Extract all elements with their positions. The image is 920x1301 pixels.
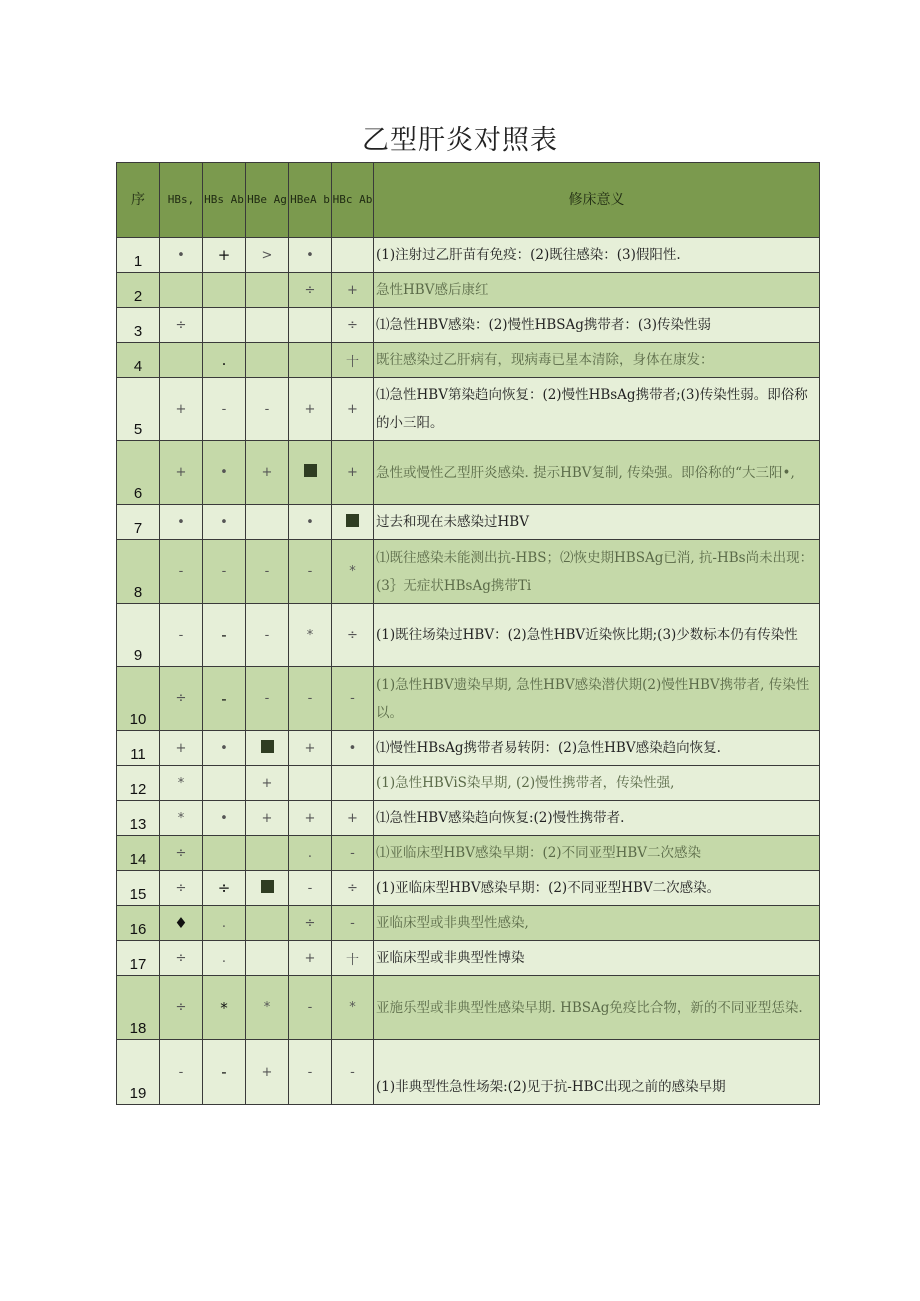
marker-cell: - xyxy=(246,667,289,731)
row-number: 2 xyxy=(117,273,160,308)
table-row xyxy=(117,1040,820,1105)
marker-cell: - xyxy=(160,540,203,604)
marker-cell xyxy=(332,766,374,801)
marker-cell: * xyxy=(203,976,246,1040)
marker-cell: - xyxy=(332,836,374,871)
marker-cell: . xyxy=(203,343,246,378)
row-number: 13 xyxy=(117,801,160,836)
clinical-meaning-cell: ⑴亚临床型HBV感染早期：(2)不同亚型HBV二次感染 xyxy=(374,836,820,871)
marker-cell: • xyxy=(289,238,332,273)
marker-cell: + xyxy=(246,801,289,836)
header-index: 序 xyxy=(117,163,160,238)
table-row xyxy=(117,667,820,731)
table-row xyxy=(117,441,820,505)
table-row xyxy=(117,976,820,1040)
marker-cell: * xyxy=(332,540,374,604)
clinical-meaning-cell: (1)注射过乙肝苗有免疫：(2)既往感染：(3)假阳性. xyxy=(374,238,820,273)
marker-cell xyxy=(203,766,246,801)
marker-cell: + xyxy=(246,766,289,801)
marker-cell: ÷ xyxy=(160,976,203,1040)
marker-cell: - xyxy=(203,540,246,604)
row-number: 3 xyxy=(117,308,160,343)
marker-cell: + xyxy=(203,238,246,273)
marker-cell: * xyxy=(332,976,374,1040)
marker-cell xyxy=(246,731,289,766)
marker-cell: ÷ xyxy=(160,667,203,731)
header-hbcab: HBc Ab xyxy=(332,163,374,238)
marker-cell: + xyxy=(332,273,374,308)
clinical-meaning-cell: 亚施乐型或非典型性感染早期. HBSAg免疫比合物，新的不同亚型恁染. xyxy=(374,976,820,1040)
table-row xyxy=(117,766,820,801)
marker-cell xyxy=(289,441,332,505)
header-hbsab: HBs Ab xyxy=(203,163,246,238)
marker-cell: • xyxy=(160,505,203,540)
marker-cell: ÷ xyxy=(203,871,246,906)
page-title: 乙型肝炎对照表 xyxy=(362,125,558,156)
marker-cell: . xyxy=(203,906,246,941)
marker-cell xyxy=(160,343,203,378)
marker-cell: - xyxy=(203,667,246,731)
clinical-meaning-cell: ⑴急性HBV感染：(2)慢性HBSAg携带者：(3)传染性弱 xyxy=(374,308,820,343)
row-number: 8 xyxy=(117,540,160,604)
header-row xyxy=(117,163,820,238)
clinical-meaning-cell: (1)急性HBViS染早期, (2)慢性携带者，传染性强, xyxy=(374,766,820,801)
row-number: 1 xyxy=(117,238,160,273)
clinical-meaning-cell: (1)亚临床型HBV感染早期：(2)不同亚型HBV二次感染。 xyxy=(374,871,820,906)
marker-cell: - xyxy=(332,1040,374,1105)
marker-cell: + xyxy=(289,731,332,766)
table-row xyxy=(117,941,820,976)
marker-cell: ÷ xyxy=(160,871,203,906)
marker-cell xyxy=(289,308,332,343)
marker-cell: ÷ xyxy=(160,308,203,343)
row-number: 5 xyxy=(117,378,160,441)
marker-cell: * xyxy=(160,801,203,836)
filled-square-icon xyxy=(261,740,274,753)
marker-cell: 十 xyxy=(332,941,374,976)
marker-cell xyxy=(246,308,289,343)
table-row xyxy=(117,871,820,906)
marker-cell: - xyxy=(246,604,289,667)
marker-cell: ÷ xyxy=(160,836,203,871)
row-number: 10 xyxy=(117,667,160,731)
row-number: 19 xyxy=(117,1040,160,1105)
clinical-meaning-cell: (1)既往场染过HBV：(2)急性HBV近染恢比期;(3)少数标本仍有传染性 xyxy=(374,604,820,667)
marker-cell: - xyxy=(289,976,332,1040)
marker-cell: - xyxy=(203,378,246,441)
marker-cell: - xyxy=(246,378,289,441)
marker-cell: ÷ xyxy=(289,273,332,308)
marker-cell: + xyxy=(332,801,374,836)
marker-cell: * xyxy=(160,766,203,801)
marker-cell: • xyxy=(332,731,374,766)
marker-cell: + xyxy=(289,801,332,836)
row-number: 14 xyxy=(117,836,160,871)
marker-cell: . xyxy=(289,836,332,871)
marker-cell: + xyxy=(289,941,332,976)
clinical-meaning-cell: 既往感染过乙肝病有，现病毒已星本清除，身体在康发： xyxy=(374,343,820,378)
row-number: 12 xyxy=(117,766,160,801)
marker-cell: ÷ xyxy=(332,308,374,343)
marker-cell: 十 xyxy=(332,343,374,378)
marker-cell xyxy=(246,505,289,540)
marker-cell: . xyxy=(203,941,246,976)
marker-cell: - xyxy=(332,906,374,941)
marker-cell xyxy=(289,766,332,801)
row-number: 9 xyxy=(117,604,160,667)
row-number: 18 xyxy=(117,976,160,1040)
marker-cell: - xyxy=(289,540,332,604)
marker-cell xyxy=(332,505,374,540)
marker-cell: • xyxy=(203,801,246,836)
marker-cell xyxy=(246,906,289,941)
row-number: 16 xyxy=(117,906,160,941)
row-number: 7 xyxy=(117,505,160,540)
marker-cell: + xyxy=(332,441,374,505)
marker-cell: ÷ xyxy=(289,906,332,941)
clinical-meaning-cell: 急性或慢性乙型肝炎感染. 提示HBV复制, 传染强。即俗称的“大三阳•, xyxy=(374,441,820,505)
marker-cell: • xyxy=(203,731,246,766)
marker-cell: ÷ xyxy=(160,941,203,976)
marker-cell: - xyxy=(203,1040,246,1105)
marker-cell: - xyxy=(160,1040,203,1105)
marker-cell: - xyxy=(289,871,332,906)
clinical-meaning-cell: 急性HBV感后康红 xyxy=(374,273,820,308)
row-number: 4 xyxy=(117,343,160,378)
filled-square-icon xyxy=(261,880,274,893)
marker-cell: - xyxy=(289,667,332,731)
marker-cell: + xyxy=(246,441,289,505)
clinical-meaning-cell: ⑴慢性HBsAg携带者易转阴：(2)急性HBV感染趋向恢复. xyxy=(374,731,820,766)
table-row xyxy=(117,273,820,308)
clinical-meaning-cell: ⑴急性HBV第染趋向恢复：(2)慢性HBsAg携带者;(3)传染性弱。即俗称的小三阳。 xyxy=(374,378,820,441)
marker-cell: + xyxy=(246,1040,289,1105)
table-row xyxy=(117,308,820,343)
marker-cell xyxy=(246,836,289,871)
table-row xyxy=(117,836,820,871)
marker-cell: ÷ xyxy=(332,604,374,667)
marker-cell: * xyxy=(289,604,332,667)
row-number: 17 xyxy=(117,941,160,976)
marker-cell: - xyxy=(332,667,374,731)
table-row xyxy=(117,343,820,378)
table-row xyxy=(117,731,820,766)
row-number: 6 xyxy=(117,441,160,505)
marker-cell xyxy=(289,343,332,378)
table-row xyxy=(117,906,820,941)
marker-cell xyxy=(246,343,289,378)
table-row xyxy=(117,378,820,441)
marker-cell xyxy=(332,238,374,273)
header-hbeag: HBe Ag xyxy=(246,163,289,238)
marker-cell: - xyxy=(246,540,289,604)
marker-cell: ♦ xyxy=(160,906,203,941)
clinical-meaning-cell: 过去和现在未感染过HBV xyxy=(374,505,820,540)
marker-cell xyxy=(246,941,289,976)
table-row xyxy=(117,604,820,667)
clinical-meaning-cell: ⑴既往感染未能测出抗-HBS；⑵恢史期HBSAg已消, 抗-HBs尚未出现：(3｝无症状HBsAg携带Ti xyxy=(374,540,820,604)
marker-cell: * xyxy=(246,976,289,1040)
clinical-meaning-cell: (1)非典型性急性场架:(2)见于抗-HBC出现之前的感染早期 xyxy=(374,1040,820,1105)
clinical-meaning-cell: 亚临床型或非典型性感染, xyxy=(374,906,820,941)
filled-square-icon xyxy=(304,464,317,477)
marker-cell xyxy=(160,273,203,308)
filled-square-icon xyxy=(346,514,359,527)
marker-cell: • xyxy=(203,505,246,540)
marker-cell: + xyxy=(160,441,203,505)
marker-cell: > xyxy=(246,238,289,273)
row-number: 11 xyxy=(117,731,160,766)
marker-cell: • xyxy=(160,238,203,273)
hepatitis-b-table xyxy=(116,162,820,1105)
marker-cell xyxy=(203,836,246,871)
table-row xyxy=(117,801,820,836)
marker-cell: + xyxy=(289,378,332,441)
marker-cell: - xyxy=(203,604,246,667)
table-row xyxy=(117,540,820,604)
marker-cell: • xyxy=(289,505,332,540)
table-row xyxy=(117,505,820,540)
marker-cell: - xyxy=(289,1040,332,1105)
marker-cell xyxy=(246,871,289,906)
header-meaning: 修床意义 xyxy=(374,163,820,238)
clinical-meaning-cell: (1)急性HBV遗染早期, 急性HBV感染潜伏期(2)慢性HBV携带者, 传染性以。 xyxy=(374,667,820,731)
table-row xyxy=(117,238,820,273)
marker-cell: + xyxy=(160,731,203,766)
clinical-meaning-cell: 亚临床型或非典型性博染 xyxy=(374,941,820,976)
row-number: 15 xyxy=(117,871,160,906)
marker-cell: - xyxy=(160,604,203,667)
marker-cell: • xyxy=(203,441,246,505)
marker-cell xyxy=(246,273,289,308)
marker-cell xyxy=(203,273,246,308)
header-hbsag: HBs, xyxy=(160,163,203,238)
marker-cell: + xyxy=(160,378,203,441)
marker-cell: + xyxy=(332,378,374,441)
header-hbeab: HBeA b xyxy=(289,163,332,238)
marker-cell xyxy=(203,308,246,343)
clinical-meaning-cell: ⑴急性HBV感染趋向恢复:(2)慢性携带者. xyxy=(374,801,820,836)
marker-cell: ÷ xyxy=(332,871,374,906)
